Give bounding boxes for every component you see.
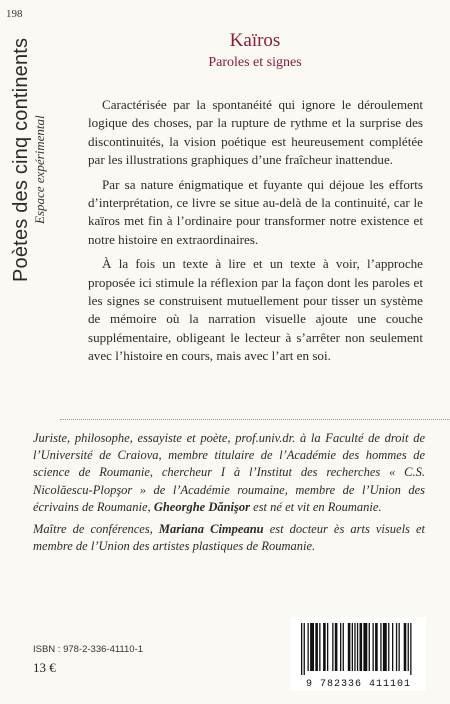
- barcode-bar: [373, 623, 374, 671]
- barcode-bar: [319, 623, 320, 671]
- barcode-digits: 9 782336 411101: [305, 679, 411, 690]
- barcode-bar: [363, 623, 367, 671]
- illustrator-name: Mariana Cimpeanu: [158, 522, 264, 537]
- barcode-bar: [392, 623, 393, 671]
- barcode-bar: [340, 623, 341, 671]
- barcode-bar: [410, 623, 411, 675]
- barcode-bar: [301, 623, 302, 675]
- barcode-bar: [354, 623, 355, 671]
- blurb-paragraph: Par sa nature énigmatique et fuyante qui déjoue les efforts d’interprétation, ce livre se situe au-delà de la continuité, car le kaïros met fin à l’ordinaire pour transformer notre existence et notre histoire en extraordinaires.: [88, 176, 423, 247]
- blurb: [88, 96, 423, 372]
- barcode-bar: [383, 623, 387, 671]
- barcode-bar: [399, 623, 400, 671]
- series-title: Poètes des cinq continents: [10, 37, 32, 282]
- barcode-bar: [360, 623, 363, 671]
- barcode-bar: [304, 623, 305, 675]
- book-title: Kaïros: [229, 30, 281, 51]
- barcode-bar: [375, 623, 378, 671]
- bio-text: est docteur ès arts visuels et membre de l’Union des artistes plastiques de Roumanie.: [33, 522, 425, 554]
- author-bio: [33, 430, 425, 516]
- barcode-bar: [343, 623, 344, 671]
- dotted-divider: [60, 419, 450, 420]
- bio-text: est né et vit en Roumanie.: [250, 499, 382, 514]
- barcode-bar: [327, 623, 328, 671]
- barcode-bar: [396, 623, 397, 671]
- collection-title: Espace expérimental: [32, 115, 47, 224]
- page-number: 198: [6, 8, 23, 20]
- bio-text: Maître de conférences,: [33, 522, 159, 537]
- barcode-bar: [332, 623, 333, 671]
- barcode-bar: [315, 623, 318, 671]
- price-label: 13 €: [33, 660, 56, 675]
- barcode-bar: [380, 623, 381, 671]
- barcode: [291, 617, 426, 691]
- barcode-bar: [408, 623, 409, 671]
- author-name: Gheorghe Dănişor: [153, 499, 251, 514]
- illustrator-bio: [33, 521, 425, 555]
- barcode-bar: [323, 623, 326, 671]
- isbn-label: ISBN : 978-2-336-41110-1: [33, 644, 144, 655]
- barcode-bar: [388, 623, 389, 671]
- barcode-bar: [308, 623, 309, 671]
- blurb-paragraph: À la fois un texte à lire et un texte à voir, l’approche proposée ici stimule la réflexion par la façon dont les paroles et les signes se construisent mutuellement pour tisser un système de mémoire où la narration visuelle ajoute une couche supplémentaire, obligeant le lecteur à s’arrêter non seulement avec l’histoire en cours, mais avec l’art en soi.: [88, 256, 423, 364]
- barcode-bar: [348, 623, 351, 671]
- bio-text: Juriste, philosophe, essayiste et poète, prof.univ.dr. à la Faculté de droit de l’Université de Craiova, membre titulaire de l’Académie des hommes de science de Roumanie, chercheur I à l’Institut des recherches « C.S. Nicolăescu-Plopşor » de l’Académie roumaine, membre de l’Union des écrivains de Roumanie,: [33, 431, 425, 514]
- barcode-bar: [369, 623, 370, 671]
- blurb-paragraph: Caractérisée par la spontanéité qui ignore le déroulement logique des choses, par la rupture de rythme et la surprise des discontinuités, la vision poétique est heureusement complétée par les illustrations graphiques d’une fraîcheur inattendue.: [88, 97, 423, 168]
- barcode-bar: [335, 623, 338, 671]
- barcode-bar: [357, 623, 358, 671]
- barcode-bar: [352, 623, 353, 671]
- barcode-bars: [291, 617, 426, 677]
- barcode-bar: [404, 623, 407, 671]
- barcode-bar: [310, 623, 314, 671]
- author-bios: [33, 430, 425, 560]
- book-subtitle: Paroles et signes: [208, 55, 302, 70]
